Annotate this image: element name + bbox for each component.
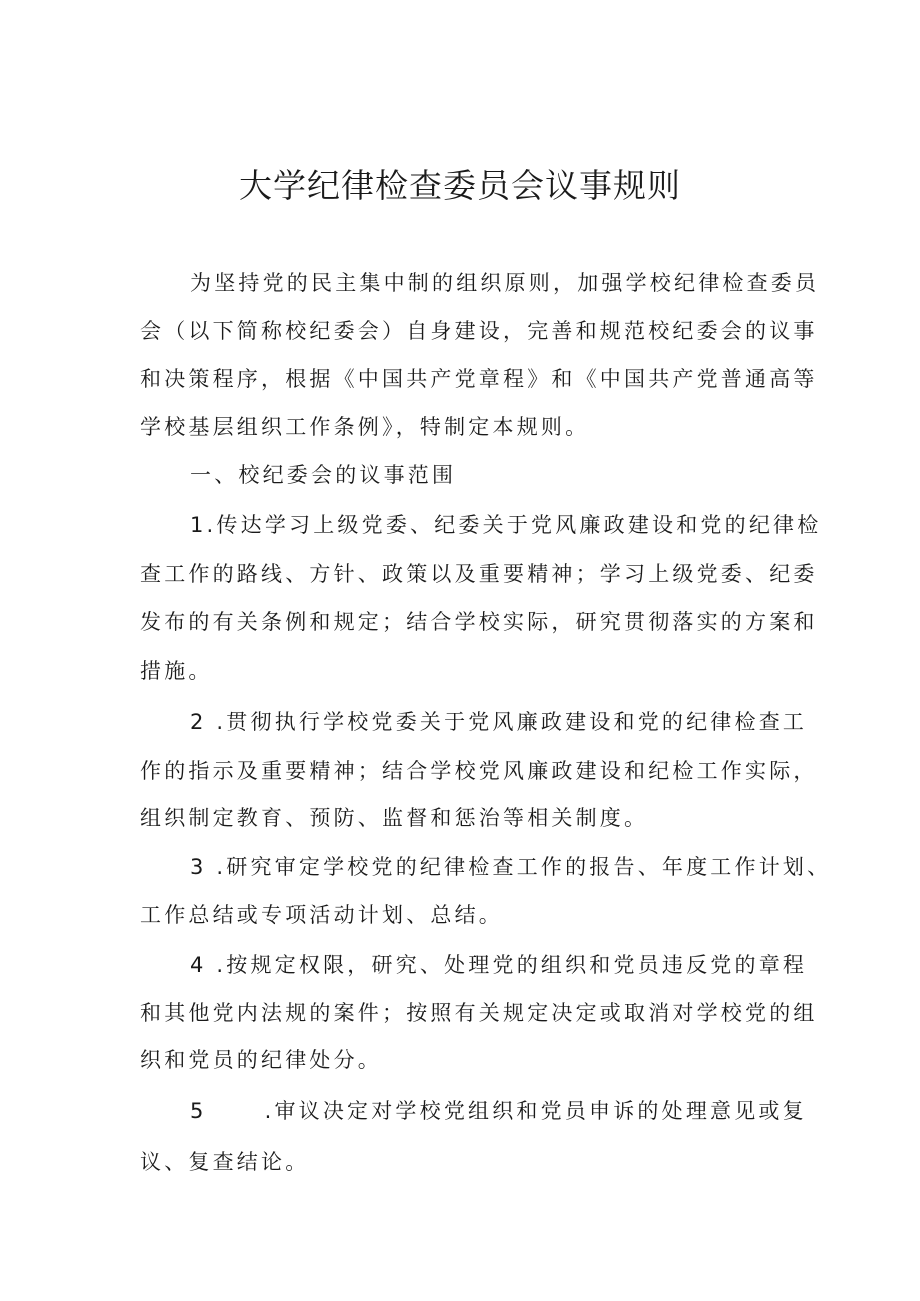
document-title: 大学纪律检查委员会议事规则: [239, 166, 681, 205]
paragraph-line: 和其他党内法规的案件；按照有关规定决定或取消对学校党的组: [140, 1001, 818, 1025]
paragraph-line: 3 .研究审定学校党的纪律检查工作的报告、年度工作计划、: [190, 855, 832, 879]
paragraph-line: 4 .按规定权限，研究、处理党的组织和党员违反党的章程: [190, 953, 808, 977]
paragraph-line: 会（以下简称校纪委会）自身建设，完善和规范校纪委会的议事: [140, 319, 818, 343]
paragraph-line: 组织制定教育、预防、监督和惩治等相关制度。: [140, 806, 649, 830]
paragraph-line: 1.传达学习上级党委、纪委关于党风廉政建设和党的纪律检: [190, 513, 822, 537]
paragraph-line: 发布的有关条例和规定；结合学校实际，研究贯彻落实的方案和: [140, 610, 818, 634]
paragraph-line: 和决策程序，根据《中国共产党章程》和《中国共产党普通高等: [140, 367, 818, 391]
paragraph-line: 为坚持党的民主集中制的组织原则，加强学校纪律检查委员: [190, 271, 820, 295]
paragraph-line: 学校基层组织工作条例》，特制定本规则。: [140, 415, 590, 439]
paragraph-line: 工作总结或专项活动计划、总结。: [140, 903, 503, 927]
paragraph-line: 措施。: [140, 659, 213, 683]
paragraph-line: 2 .贯彻执行学校党委关于党风廉政建设和党的纪律检查工: [190, 710, 808, 734]
paragraph-line: [190, 1096, 807, 1126]
paragraph-line: 作的指示及重要精神；结合学校党风廉政建设和纪检工作实际，: [140, 759, 818, 783]
section-heading: 一、校纪委会的议事范围: [190, 463, 457, 487]
item-number: 5: [190, 1099, 207, 1123]
item-text: .审议决定对学校党组织和党员申诉的处理意见或复: [264, 1099, 807, 1123]
paragraph-line: 查工作的路线、方针、政策以及重要精神；学习上级党委、纪委: [140, 562, 818, 586]
paragraph-line: 织和党员的纪律处分。: [140, 1048, 382, 1072]
paragraph-line: 议、复查结论。: [140, 1150, 310, 1174]
